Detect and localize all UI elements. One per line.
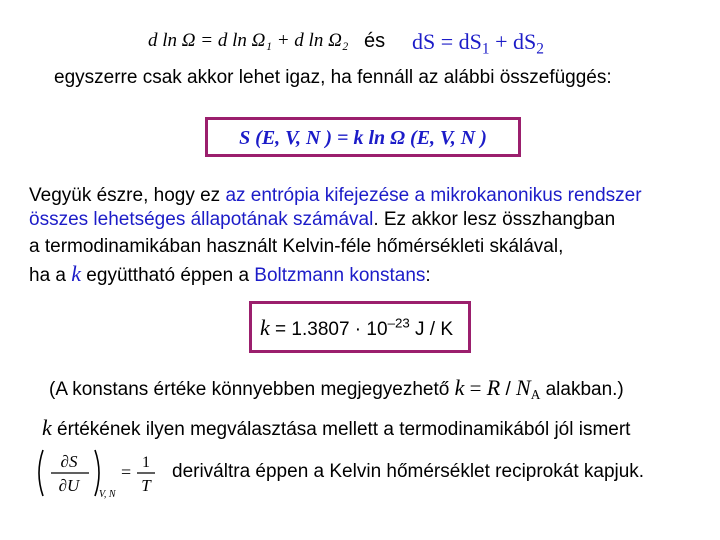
boltzmann-constant-box <box>249 301 471 353</box>
numerator-dS: ∂S <box>60 452 78 471</box>
equation-log-sum-text: d ln Ω = d ln Ω₁ + d ln Ω₂ <box>148 30 349 51</box>
equation-log-sum <box>148 30 348 52</box>
boltzmann-constant-value: $k = 1.3807 \cdot 10^{-23}$ J / K <box>260 315 454 340</box>
symbol-k: k <box>71 261 82 286</box>
paragraph-line-2: összes lehetséges állapotának számával. Ez akkor lesz összhangban <box>29 209 616 230</box>
highlight-boltzmann: Boltzmann konstans <box>254 265 426 286</box>
denominator-dU: ∂U <box>58 476 80 495</box>
paragraph-line-1: Vegyük észre, hogy ez az entrópia kifejezése a mikrokanonikus rendszer <box>29 185 642 206</box>
equation-entropy-sum: dS = $dS_1 + dS_2$ <box>412 29 544 58</box>
boltzmann-formula: S (E, V, N ) = k ln Ω (E, V, N ) <box>239 127 487 149</box>
note-text: (A konstans értéke könnyebben megjegyezhető $k = R / N_A$ alakban.) <box>49 375 624 402</box>
denominator-T: T <box>141 476 151 495</box>
equals-sign: = <box>121 462 132 482</box>
conjunction-es: és <box>364 30 386 52</box>
paragraph-line-3: a termodinamikában használt Kelvin-féle hőmérsékleti skálával, <box>29 236 564 257</box>
left-paren <box>39 450 43 496</box>
boltzmann-formula-box <box>205 117 521 157</box>
paragraph-derivative: deriváltra éppen a Kelvin hőmérséklet reciprokát kapjuk. <box>172 461 645 482</box>
paragraph-k-choice: k értékének ilyen megválasztása mellett a termodinamikából jól ismert <box>42 415 631 440</box>
intro-text: egyszerre csak akkor lehet igaz, ha fennáll az alábbi összefüggés: <box>54 67 612 88</box>
numerator-one: 1 <box>142 454 150 471</box>
subscript-VN: V, N <box>99 489 116 500</box>
paragraph-line-4: ha a k együttható éppen a Boltzmann konstans: <box>29 261 431 286</box>
partial-derivative-formula <box>33 445 165 501</box>
highlight-entropy: az entrópia kifejezése a mikrokanonikus rendszer <box>225 185 642 206</box>
highlight-states: összes lehetséges állapotának számával <box>29 209 374 230</box>
